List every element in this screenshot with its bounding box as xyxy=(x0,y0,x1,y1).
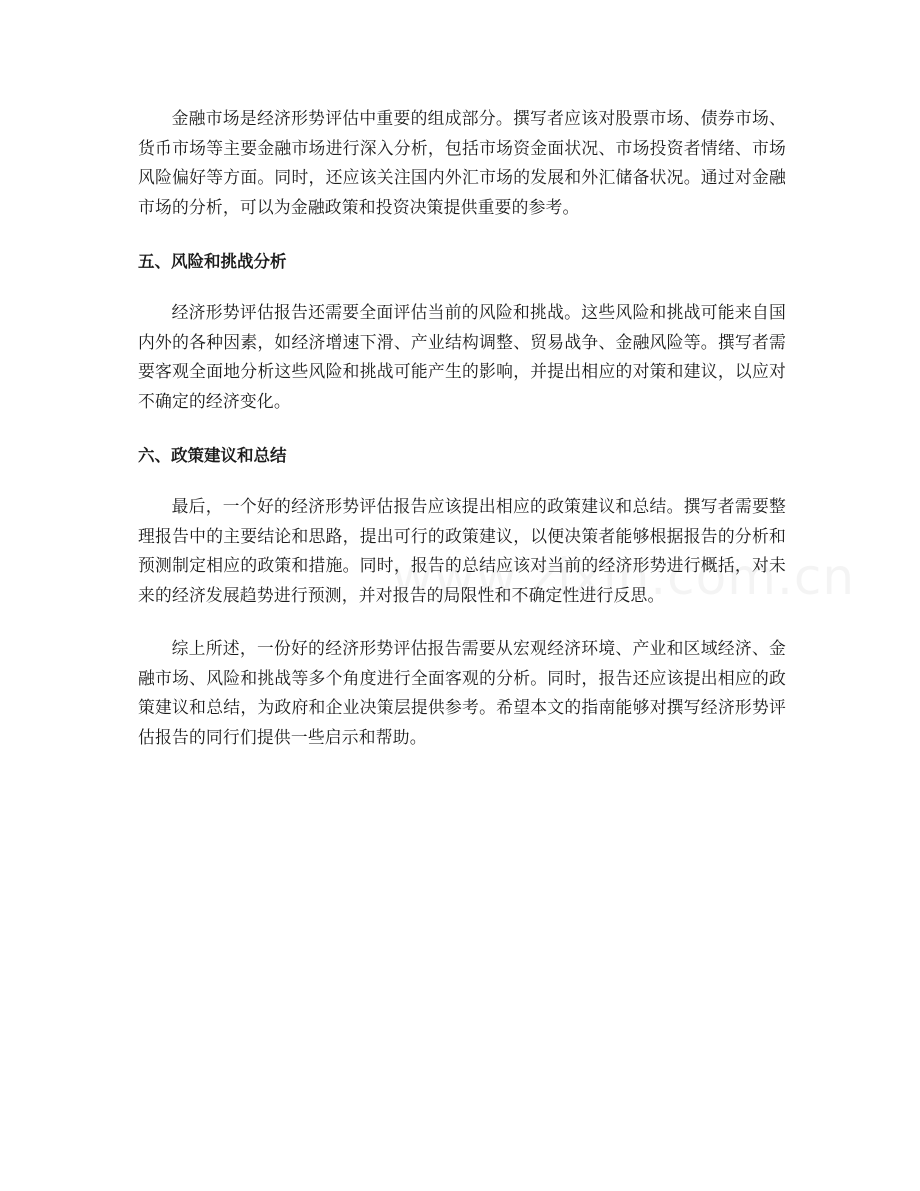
paragraph-risks: 经济形势评估报告还需要全面评估当前的风险和挑战。这些风险和挑战可能来自国内外的各种因素，如经济增速下滑、产业结构调整、贸易战争、金融风险等。撰写者需要客观全面地分析这些风险和挑战可能产生的影响，并提出相应的对策和建议，以应对不确定的经济变化。 xyxy=(138,302,786,411)
paragraph-financial-markets: 金融市场是经济形势评估中重要的组成部分。撰写者应该对股票市场、债券市场、货币市场等主要金融市场进行深入分析，包括市场资金面状况、市场投资者情绪、市场风险偏好等方面。同时，还应该关注国内外汇市场的发展和外汇储备状况。通过对金融市场的分析，可以为金融政策和投资决策提供重要的参考。 xyxy=(138,108,786,217)
heading-policy-summary: 六、政策建议和总结 xyxy=(138,446,287,465)
paragraph-conclusion: 综上所述，一份好的经济形势评估报告需要从宏观经济环境、产业和区域经济、金融市场、风险和挑战等多个角度进行全面客观的分析。同时，报告还应该提出相应的政策建议和总结，为政府和企业决策层提供参考。希望本文的指南能够对撰写经济形势评估报告的同行们提供一些启示和帮助。 xyxy=(138,638,786,747)
document-page xyxy=(138,104,786,752)
paragraph-policy: 最后，一个好的经济形势评估报告应该提出相应的政策建议和总结。撰写者需要整理报告中的主要结论和思路，提出可行的政策建议，以便决策者能够根据报告的分析和预测制定相应的政策和措施。同时，报告的总结应该对当前的经济形势进行概括，对未来的经济发展趋势进行预测，并对报告的局限性和不确定性进行反思。 xyxy=(138,496,786,605)
heading-risk-analysis: 五、风险和挑战分析 xyxy=(138,252,287,271)
